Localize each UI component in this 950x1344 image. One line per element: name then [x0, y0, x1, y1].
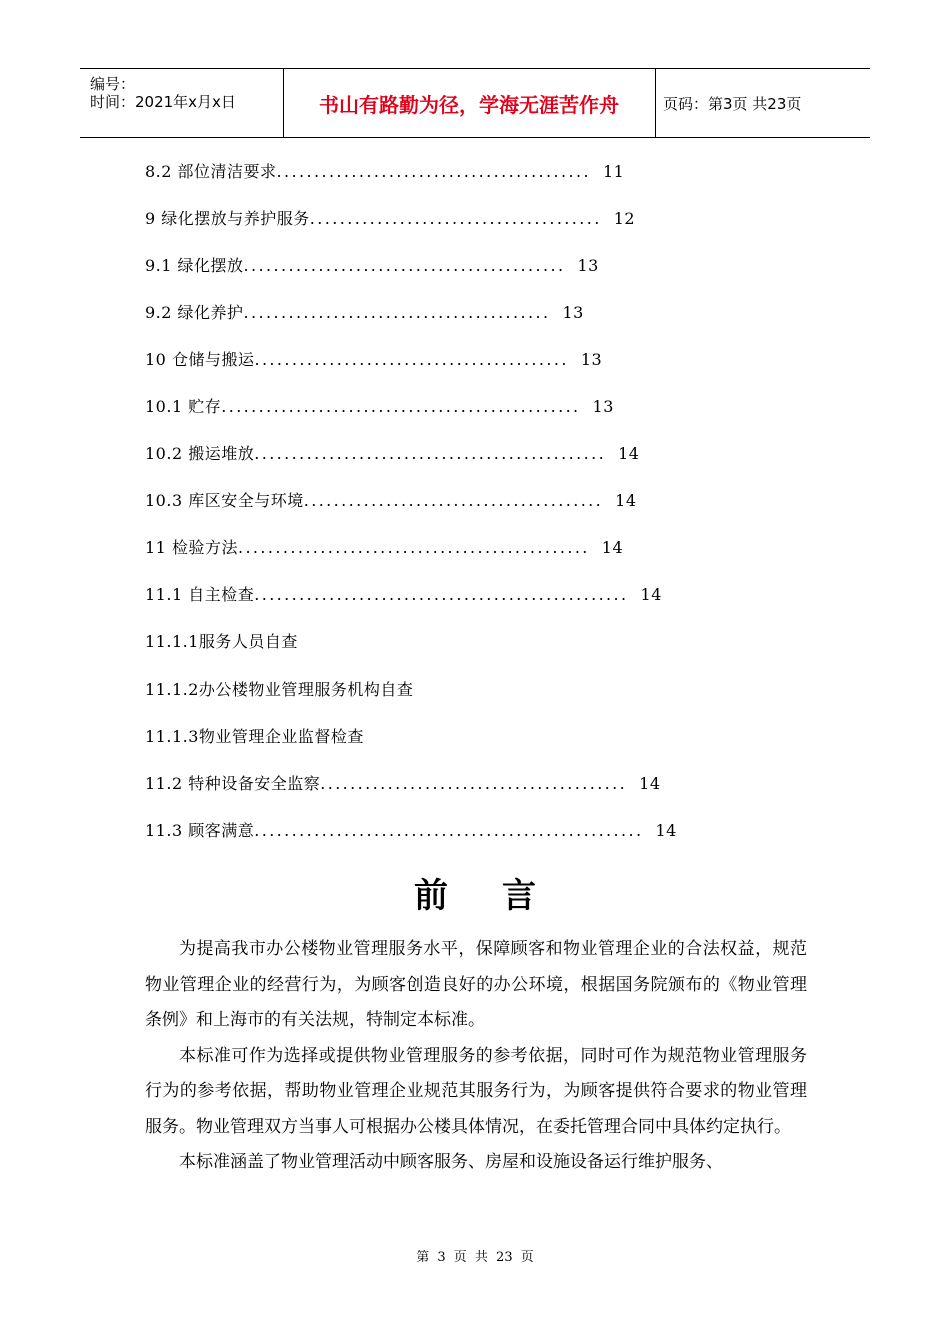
- toc-label: 11.2 特种设备安全监察: [145, 774, 321, 793]
- toc-entry[interactable]: [145, 628, 298, 656]
- toc-entry[interactable]: [145, 676, 413, 704]
- toc-entry[interactable]: [145, 817, 677, 845]
- toc-label: 11.1 自主检查: [145, 585, 255, 604]
- toc-entry[interactable]: [145, 299, 584, 327]
- header-meta: [80, 69, 284, 137]
- toc-entry[interactable]: [145, 205, 635, 233]
- toc-entry[interactable]: [145, 770, 661, 798]
- toc-label: 11 检验方法: [145, 538, 238, 557]
- paragraph: 本标准涵盖了物业管理活动中顾客服务、房屋和设施设备运行维护服务、: [179, 1152, 723, 1172]
- toc-label: 9.1 绿化摆放: [145, 256, 244, 275]
- toc-entry[interactable]: [145, 723, 364, 751]
- toc-page: 14: [655, 821, 677, 840]
- toc-page: 14: [640, 585, 662, 604]
- toc-page: 12: [613, 209, 636, 228]
- toc-dots: ..................................................: [254, 585, 629, 604]
- page-footer: 第 3 页 共 23 页: [416, 1250, 534, 1265]
- toc-page: 13: [580, 350, 603, 369]
- toc-label: 10.1 贮存: [145, 397, 222, 416]
- code-label: 编号：: [90, 75, 136, 93]
- toc-dots: ..........................................: [276, 162, 591, 181]
- toc-dots: ...............................................: [254, 444, 607, 463]
- toc-entry[interactable]: [145, 393, 614, 421]
- toc-entry[interactable]: [145, 581, 662, 609]
- preface-body: [145, 932, 807, 1181]
- toc-label: 10.2 搬运堆放: [145, 444, 255, 463]
- toc-label: 11.1.3物业管理企业监督检查: [145, 727, 364, 746]
- toc-label: 10 仓储与搬运: [145, 350, 255, 369]
- page-header: [80, 68, 870, 138]
- toc-page: 14: [618, 444, 640, 463]
- paragraph: 本标准可作为选择或提供物业管理服务的参考依据，同时可作为规范物业管理服务行为的参考依据，帮助物业管理企业规范其服务行为，为顾客提供符合要求的物业管理服务。物业管理双方当事人可根据办公楼具体情况，在委托管理合同中具体约定执行。: [145, 1045, 807, 1137]
- toc-dots: ....................................................: [254, 821, 644, 840]
- toc-entry[interactable]: [145, 346, 602, 374]
- toc-label: 8.2 部位清洁要求: [145, 162, 277, 181]
- toc-dots: ................................................: [221, 397, 581, 416]
- toc-entry[interactable]: [145, 440, 639, 468]
- time-label: 时间：2021年x月x日: [90, 93, 236, 111]
- header-page-info: 页码：第3页 共23页: [663, 94, 802, 113]
- toc-page: 14: [601, 538, 624, 557]
- toc-dots: ...........................................: [243, 256, 566, 275]
- toc-label: 11.1.2办公楼物业管理服务机构自查: [145, 680, 414, 699]
- toc-entry[interactable]: [145, 534, 623, 562]
- toc-page: 11: [602, 162, 625, 181]
- toc-label: 10.3 库区安全与环境: [145, 491, 304, 510]
- toc-dots: .......................................: [309, 209, 602, 228]
- paragraph: 为提高我市办公楼物业管理服务水平，保障顾客和物业管理企业的合法权益，规范物业管理企业的经营行为，为顾客创造良好的办公环境，根据国务院颁布的《物业管理条例》和上海市的有关法规，特制定本标准。: [145, 939, 807, 1030]
- toc-entry[interactable]: [145, 487, 637, 515]
- toc-label: 11.1.1服务人员自查: [145, 632, 298, 651]
- toc-page: 14: [639, 774, 661, 793]
- toc-page: 13: [562, 303, 584, 322]
- toc-label: 9 绿化摆放与养护服务: [145, 209, 310, 228]
- toc-page: 14: [615, 491, 637, 510]
- toc-dots: .........................................: [320, 774, 628, 793]
- toc-dots: .........................................: [243, 303, 551, 322]
- header-motto: 书山有路勤为径，学海无涯苦作舟: [283, 69, 656, 137]
- toc-page: 13: [592, 397, 614, 416]
- toc-entry[interactable]: [145, 158, 624, 186]
- toc-dots: ........................................: [303, 491, 604, 510]
- toc-label: 11.3 顾客满意: [145, 821, 255, 840]
- section-title: 前言: [414, 876, 590, 916]
- toc-page: 13: [577, 256, 599, 275]
- toc-entry[interactable]: [145, 252, 599, 280]
- toc-label: 9.2 绿化养护: [145, 303, 244, 322]
- toc-dots: ...............................................: [237, 538, 590, 557]
- toc-dots: ..........................................: [254, 350, 569, 369]
